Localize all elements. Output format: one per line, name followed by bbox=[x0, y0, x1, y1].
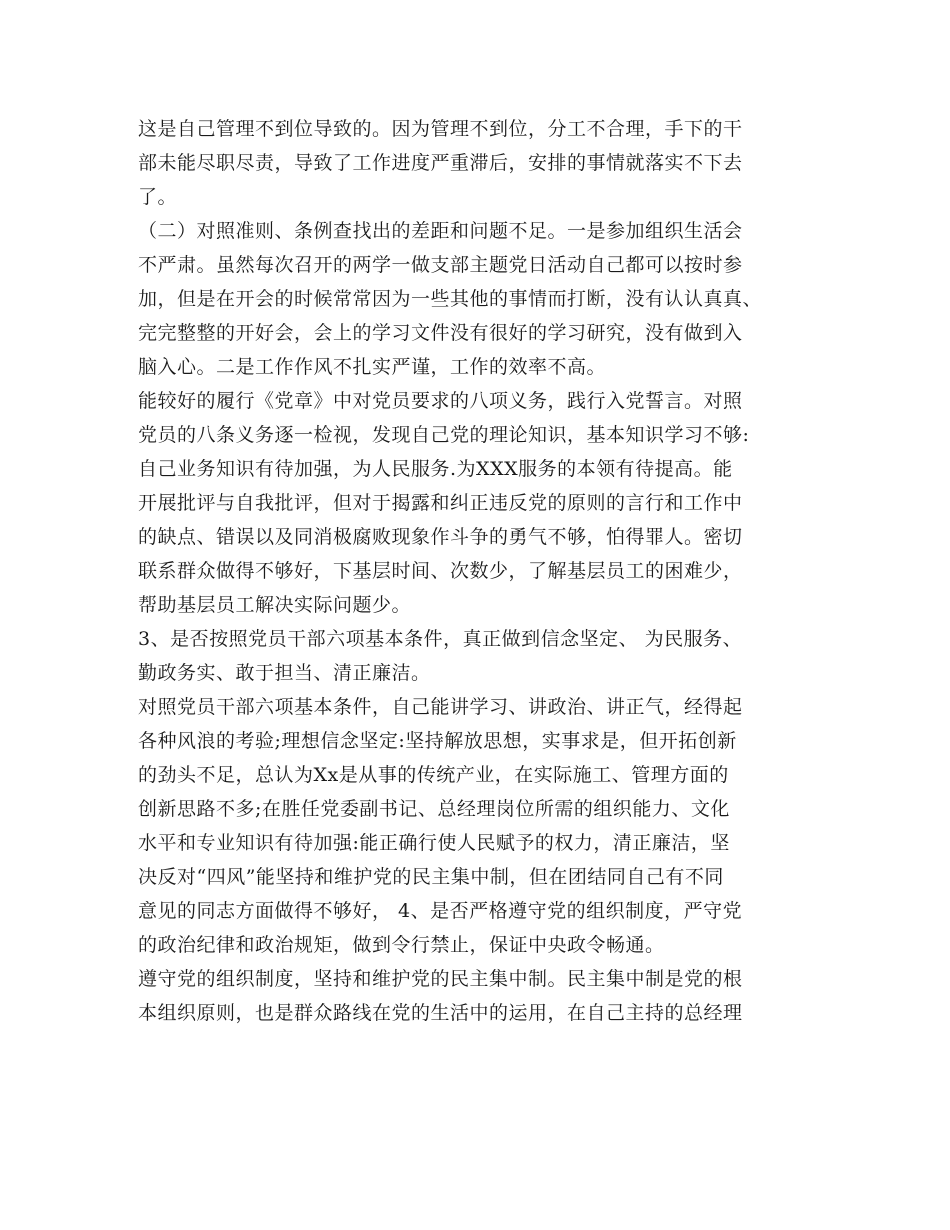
text-line: 自己业务知识有待加强，为人民服务.为XXX服务的本领有待提高。能 bbox=[138, 458, 733, 480]
body-text bbox=[138, 112, 828, 1030]
text-line: 脑入心。二是工作作风不扎实严谨，工作的效率不高。 bbox=[138, 356, 607, 378]
text-line: 对照党员干部六项基本条件，自己能讲学习、讲政治、讲正气，经得起 bbox=[138, 696, 743, 718]
text-line: 遵守党的组织制度，坚持和维护党的民主集中制。民主集中制是党的根 bbox=[138, 968, 743, 990]
text-line: 勤政务实、敢于担当、清正廉洁。 bbox=[138, 662, 431, 684]
text-line: 了。 bbox=[138, 186, 178, 208]
text-line: 加，但是在开会的时候常常因为一些其他的事情而打断，没有认认真真、 bbox=[138, 288, 763, 310]
text-line: 的劲头不足，总认为Xx是从事的传统产业，在实际施工、管理方面的 bbox=[138, 764, 729, 786]
text-line: 完完整整的开好会，会上的学习文件没有很好的学习研究，没有做到入 bbox=[138, 322, 743, 344]
text-line: 本组织原则，也是群众路线在党的生活中的运用，在自己主持的总经理 bbox=[138, 1002, 743, 1024]
text-line: 帮助基层员工解决实际问题少。 bbox=[138, 594, 412, 616]
text-line: 创新思路不多;在胜任党委副书记、总经理岗位所需的组织能力、文化 bbox=[138, 798, 730, 820]
text-line: 的缺点、错误以及同消极腐败现象作斗争的勇气不够，怕得罪人。密切 bbox=[138, 526, 743, 548]
text-line: 能较好的履行《党章》中对党员要求的八项义务，践行入党誓言。对照 bbox=[138, 390, 743, 412]
text-line: 不严肃。虽然每次召开的两学一做支部主题党日活动自己都可以按时参 bbox=[138, 254, 743, 276]
text-line: 水平和专业知识有待加强:能正确行使人民赋予的权力，清正廉洁，坚 bbox=[138, 832, 730, 854]
text-line: 联系群众做得不够好，下基层时间、次数少，了解基层员工的困难少， bbox=[138, 560, 743, 582]
text-line: 各种风浪的考验;理想信念坚定:坚持解放思想，实事求是，但开拓创新 bbox=[138, 730, 737, 752]
text-line: 部未能尽职尽责，导致了工作进度严重滞后，安排的事情就落实不下去 bbox=[138, 152, 743, 174]
text-line: 决反对“四风”能坚持和维护党的民主集中制，但在团结同自己有不同 bbox=[138, 866, 724, 888]
text-line: 开展批评与自我批评，但对于揭露和纠正违反党的原则的言行和工作中 bbox=[138, 492, 743, 514]
text-line: 3、是否按照党员干部六项基本条件，真正做到信念坚定、 为民服务、 bbox=[138, 628, 743, 650]
text-line: 意见的同志方面做得不够好， 4、是否严格遵守党的组织制度，严守党 bbox=[138, 900, 743, 922]
text-line: 的政治纪律和政治规矩，做到令行禁止，保证中央政令畅通。 bbox=[138, 934, 665, 956]
text-line: 这是自己管理不到位导致的。因为管理不到位，分工不合理，手下的干 bbox=[138, 118, 743, 140]
text-line: 党员的八条义务逐一检视，发现自己党的理论知识，基本知识学习不够: bbox=[138, 424, 750, 446]
text-line: （二）对照准则、条例查找出的差距和问题不足。一是参加组织生活会 bbox=[138, 220, 743, 242]
